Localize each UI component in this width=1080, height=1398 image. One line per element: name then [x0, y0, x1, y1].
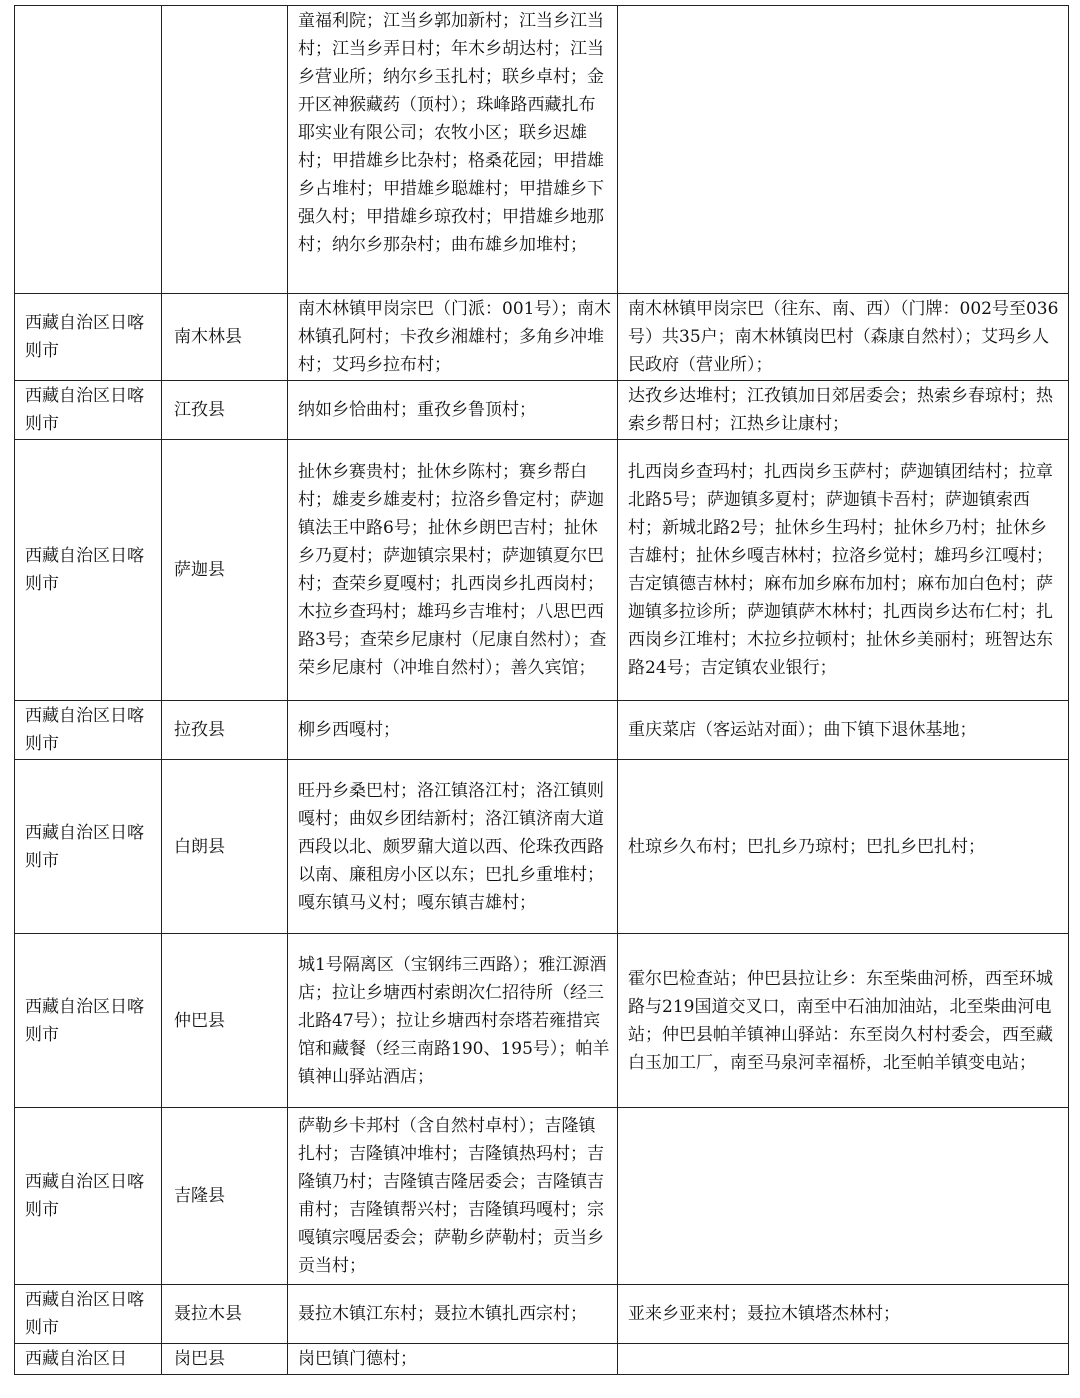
medium-risk-cell: 聂拉木镇江东村；聂拉木镇扎西宗村； — [288, 1285, 618, 1344]
table-row — [15, 1285, 1069, 1344]
table-row — [15, 760, 1069, 934]
table-row — [15, 294, 1069, 381]
county-cell: 白朗县 — [162, 760, 288, 934]
table-row — [15, 1344, 1069, 1375]
county-cell: 吉隆县 — [162, 1108, 288, 1285]
low-risk-cell — [618, 1108, 1069, 1285]
low-risk-cell — [618, 1344, 1069, 1375]
table-row — [15, 701, 1069, 760]
region-cell: 西藏自治区日喀则市 — [15, 934, 162, 1108]
low-risk-cell: 杜琼乡久布村；巴扎乡乃琼村；巴扎乡巴扎村； — [618, 760, 1069, 934]
region-cell: 西藏自治区日喀则市 — [15, 1285, 162, 1344]
county-cell: 南木林县 — [162, 294, 288, 381]
medium-risk-cell: 南木林镇甲岗宗巴（门派：001号）；南木林镇孔阿村；卡孜乡湘雄村；多角乡冲堆村；艾玛乡拉布村； — [288, 294, 618, 381]
medium-risk-cell: 扯休乡赛贵村；扯休乡陈村；赛乡帮白村；雄麦乡雄麦村；拉洛乡鲁定村；萨迦镇法王中路6号；扯休乡朗巴吉村；扯休乡乃夏村；萨迦镇宗果村；萨迦镇夏尔巴村；查荣乡夏嘎村；扎西岗乡扎西岗村；木拉乡查玛村；雄玛乡吉堆村；八思巴西路3号；查荣乡尼康村（尼康自然村）；查荣乡尼康村（冲堆自然村）；善久宾馆； — [288, 440, 618, 701]
document-page — [14, 5, 1068, 1375]
low-risk-cell: 霍尔巴检查站；仲巴县拉让乡：东至柴曲河桥，西至环城路与219国道交叉口，南至中石油加油站，北至柴曲河电站；仲巴县帕羊镇神山驿站：东至岗久村村委会，西至藏白玉加工厂，南至马泉河幸福桥，北至帕羊镇变电站； — [618, 934, 1069, 1108]
table-row — [15, 381, 1069, 440]
county-cell: 岗巴县 — [162, 1344, 288, 1375]
county-cell: 拉孜县 — [162, 701, 288, 760]
county-cell: 聂拉木县 — [162, 1285, 288, 1344]
region-cell: 西藏自治区日喀则市 — [15, 701, 162, 760]
region-cell — [15, 6, 162, 294]
table-row — [15, 6, 1069, 294]
county-cell: 江孜县 — [162, 381, 288, 440]
medium-risk-cell: 纳如乡恰曲村；重孜乡鲁顶村； — [288, 381, 618, 440]
region-cell: 西藏自治区日喀则市 — [15, 381, 162, 440]
low-risk-cell: 重庆菜店（客运站对面）；曲下镇下退休基地； — [618, 701, 1069, 760]
county-cell: 仲巴县 — [162, 934, 288, 1108]
medium-risk-cell: 岗巴镇门德村； — [288, 1344, 618, 1375]
low-risk-cell: 南木林镇甲岗宗巴（往东、南、西）（门牌：002号至036号）共35户；南木林镇岗巴村（森康自然村）；艾玛乡人民政府（营业所）； — [618, 294, 1069, 381]
region-cell: 西藏自治区日喀则市 — [15, 1108, 162, 1285]
table-row — [15, 440, 1069, 701]
region-cell: 西藏自治区日喀则市 — [15, 294, 162, 381]
county-cell — [162, 6, 288, 294]
low-risk-cell: 亚来乡亚来村；聂拉木镇塔杰林村； — [618, 1285, 1069, 1344]
region-cell: 西藏自治区日喀则市 — [15, 760, 162, 934]
region-cell: 西藏自治区日喀则市 — [15, 440, 162, 701]
low-risk-cell — [618, 6, 1069, 294]
medium-risk-cell: 城1号隔离区（宝钢纬三西路）；雅江源酒店；拉让乡塘西村索朗次仁招待所（经三北路47号）；拉让乡塘西村奈塔若雍措宾馆和藏餐（经三南路190、195号）；帕羊镇神山驿站酒店； — [288, 934, 618, 1108]
county-cell: 萨迦县 — [162, 440, 288, 701]
low-risk-cell: 扎西岗乡查玛村；扎西岗乡玉萨村；萨迦镇团结村；拉章北路5号；萨迦镇多夏村；萨迦镇卡吾村；萨迦镇索西村；新城北路2号；扯休乡生玛村；扯休乡乃村；扯休乡吉雄村；扯休乡嘎吉林村；拉洛乡觉村；雄玛乡江嘎村；吉定镇德吉林村；麻布加乡麻布加村；麻布加白色村；萨迦镇多拉诊所；萨迦镇萨木林村；扎西岗乡达布仁村；扎西岗乡江堆村；木拉乡拉顿村；扯休乡美丽村；班智达东路24号；吉定镇农业银行； — [618, 440, 1069, 701]
table-row — [15, 1108, 1069, 1285]
medium-risk-cell: 童福利院；江当乡郭加新村；江当乡江当村；江当乡弄日村；年木乡胡达村；江当乡营业所；纳尔乡玉扎村；联乡卓村；金开区神猴藏药（顶村）；珠峰路西藏扎布耶实业有限公司；农牧小区；联乡迟雄村；甲措雄乡比杂村；格桑花园；甲措雄乡占堆村；甲措雄乡聪雄村；甲措雄乡下强久村；甲措雄乡琼孜村；甲措雄乡地那村；纳尔乡那杂村；曲布雄乡加堆村； — [288, 6, 618, 294]
table-row — [15, 934, 1069, 1108]
medium-risk-cell: 柳乡西嘎村； — [288, 701, 618, 760]
medium-risk-cell: 旺丹乡桑巴村；洛江镇洛江村；洛江镇则嘎村；曲奴乡团结新村；洛江镇济南大道西段以北、颇罗鼐大道以西、伦珠孜西路以南、廉租房小区以东；巴扎乡重堆村；嘎东镇马义村；嘎东镇吉雄村； — [288, 760, 618, 934]
region-cell: 西藏自治区日 — [15, 1344, 162, 1375]
low-risk-cell: 达孜乡达堆村；江孜镇加日郊居委会；热索乡春琼村；热索乡帮日村；江热乡让康村； — [618, 381, 1069, 440]
risk-area-table — [14, 5, 1069, 1375]
medium-risk-cell: 萨勒乡卡邦村（含自然村卓村）；吉隆镇扎村；吉隆镇冲堆村；吉隆镇热玛村；吉隆镇乃村；吉隆镇吉隆居委会；吉隆镇吉甫村；吉隆镇帮兴村；吉隆镇玛嘎村；宗嘎镇宗嘎居委会；萨勒乡萨勒村；贡当乡贡当村； — [288, 1108, 618, 1285]
